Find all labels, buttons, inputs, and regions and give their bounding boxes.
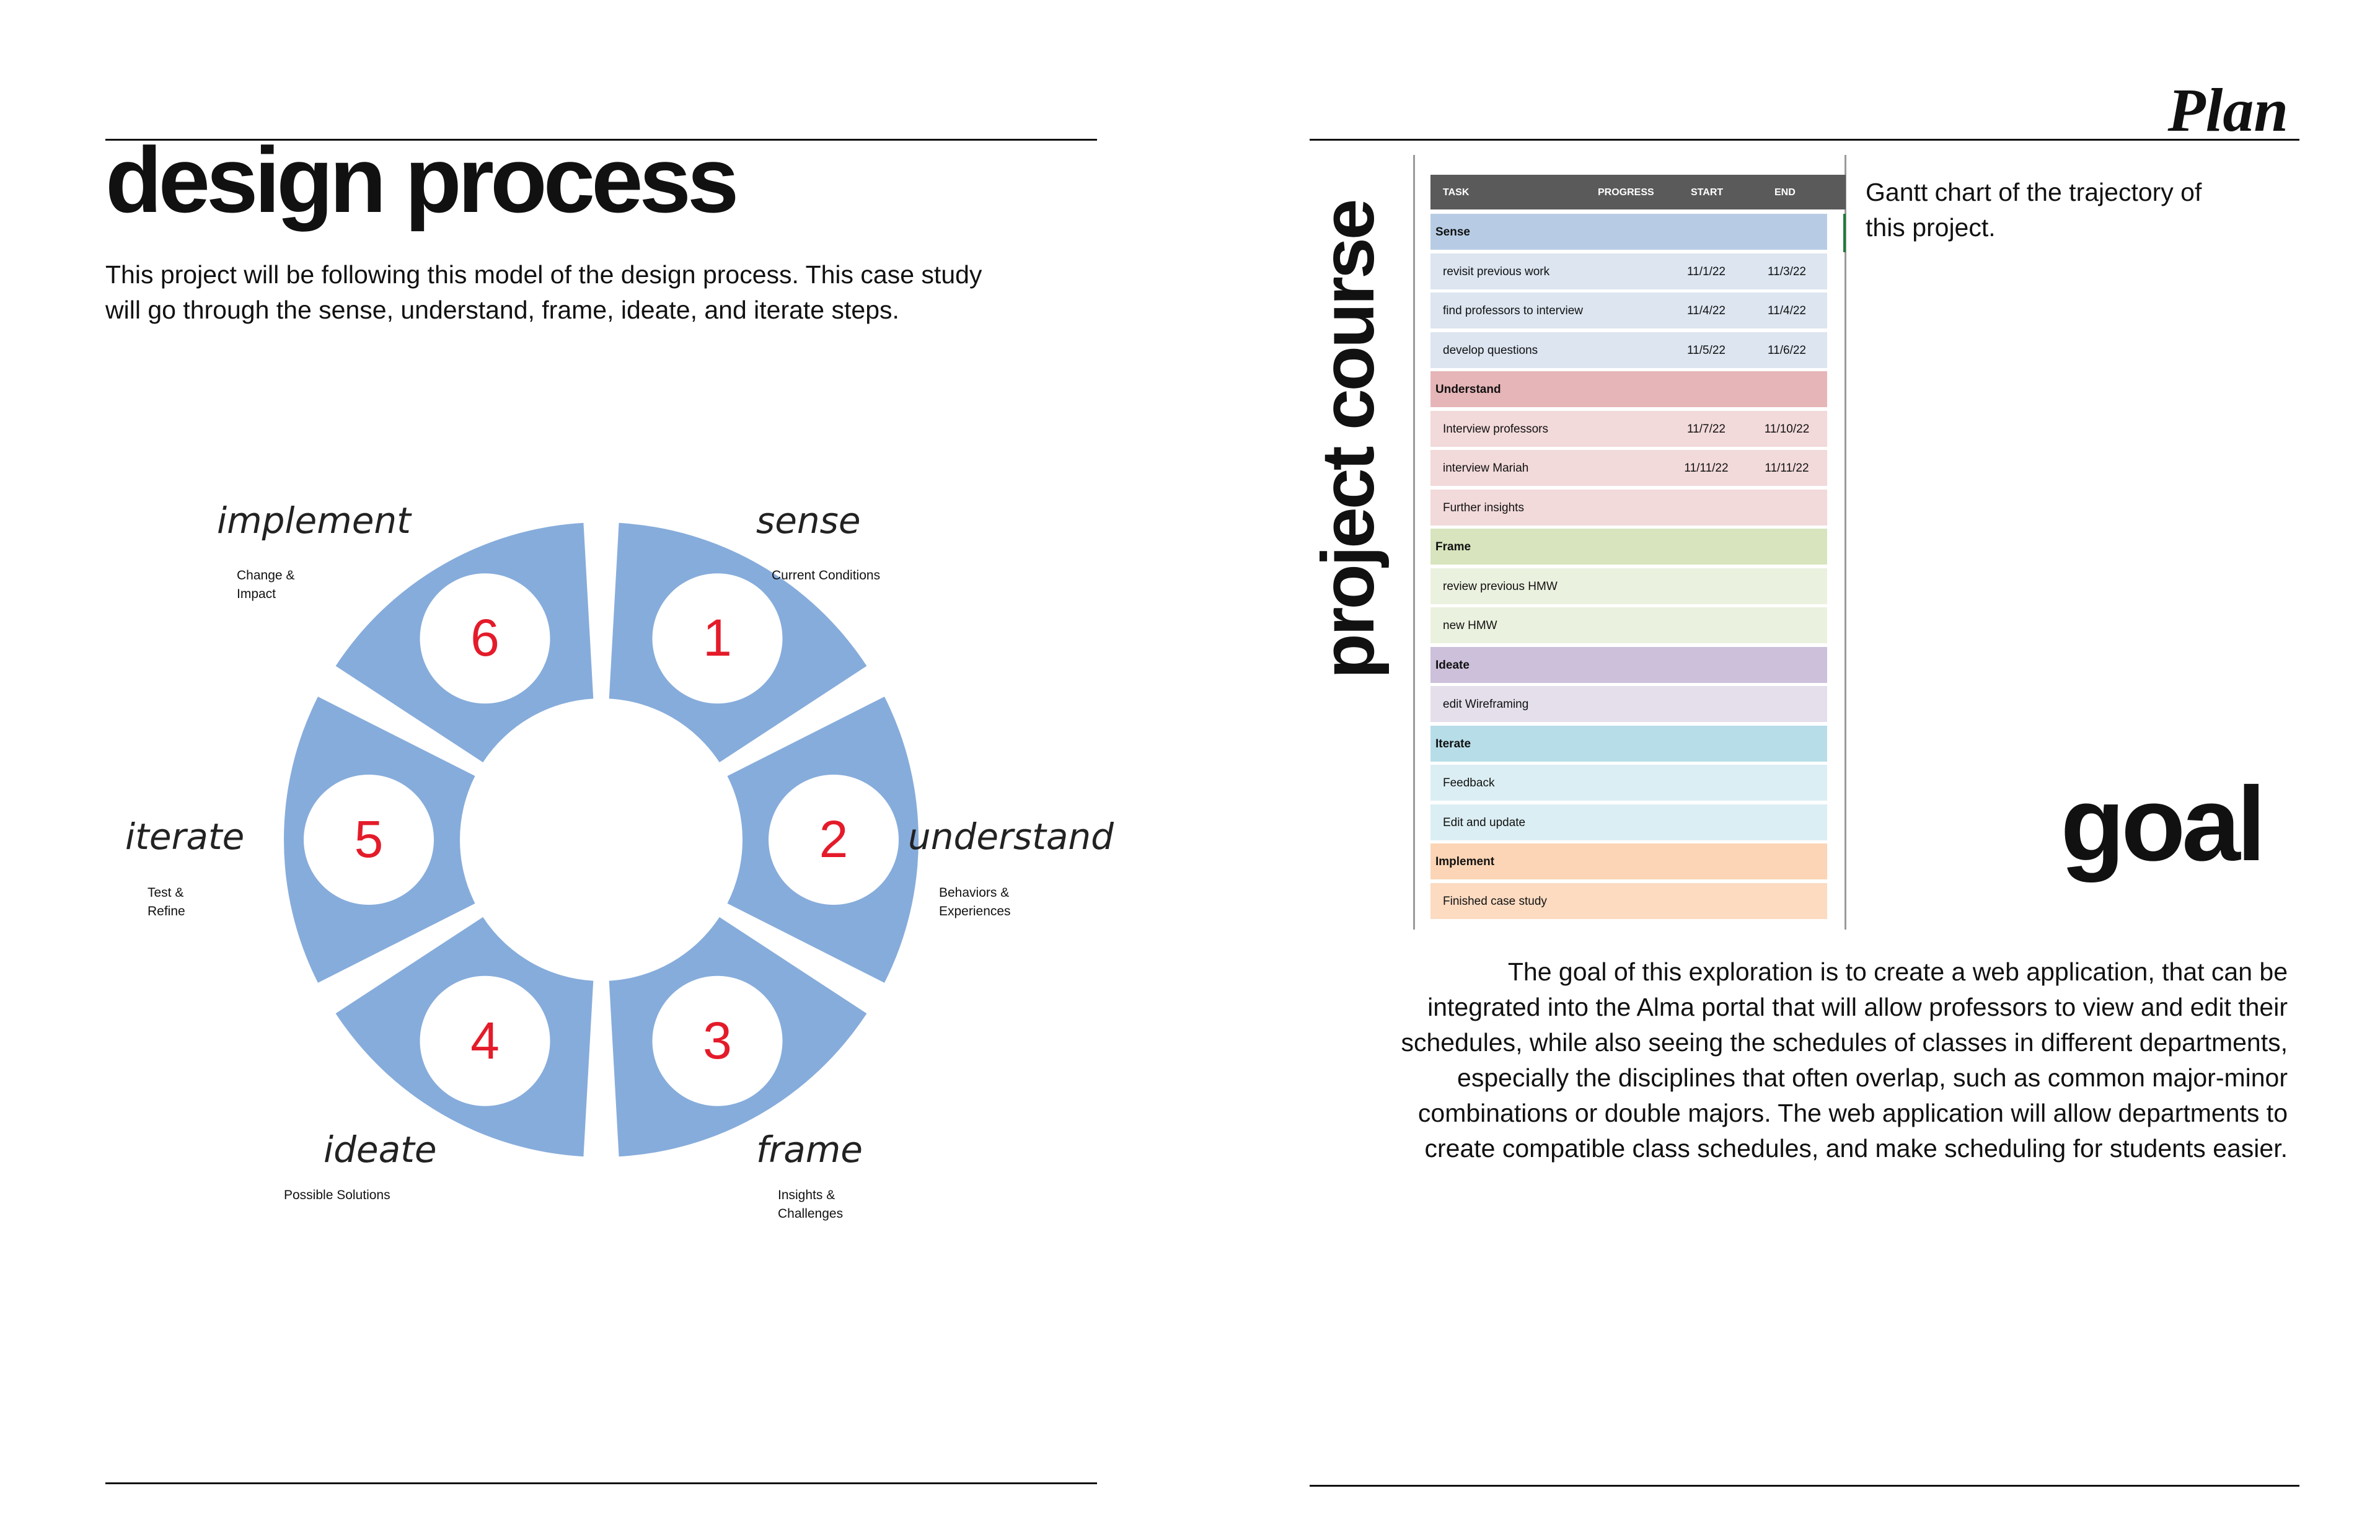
stage-name-understand: understand [908, 816, 1114, 858]
gantt-phase-row [1430, 843, 1827, 879]
gantt-task-name: Finished case study [1443, 894, 1547, 908]
stage-description-understand: Behaviors & [939, 886, 1010, 900]
stage-description-implement: Change & [237, 568, 295, 583]
section-label: Plan [2167, 76, 2288, 144]
stage-description-frame: Challenges [778, 1207, 844, 1221]
step-number-3: 3 [703, 1011, 732, 1070]
stage-description-understand: Experiences [939, 904, 1011, 918]
gantt-task-name: Ideate [1435, 658, 1470, 672]
gantt-start-date: 11/4/22 [1687, 304, 1726, 317]
gantt-end-date: 11/11/22 [1765, 462, 1809, 475]
goal-heading: goal [2060, 765, 2262, 883]
gantt-task-row [1430, 253, 1827, 289]
gantt-task-name: Understand [1435, 383, 1501, 396]
gantt-task-name: interview Mariah [1443, 462, 1529, 475]
stage-description-iterate: Refine [148, 904, 185, 918]
gantt-task-name: revisit previous work [1443, 265, 1550, 278]
top-rule-right [1310, 139, 2299, 141]
stage-description-frame: Insights & [778, 1188, 835, 1202]
gantt-task-row [1430, 804, 1827, 840]
cell-selection-indicator [1843, 214, 1846, 252]
gantt-task-name: Frame [1435, 540, 1471, 553]
gantt-task-row [1430, 765, 1827, 801]
vertical-title-wrap [1305, 146, 1391, 734]
gantt-start-date: 11/1/22 [1687, 265, 1726, 278]
gantt-task-row [1430, 686, 1827, 722]
gantt-end-date: 11/10/22 [1764, 422, 1810, 436]
gantt-phase-row [1430, 371, 1827, 407]
gantt-task-name: Feedback [1443, 777, 1495, 790]
stage-name-sense: sense [756, 499, 861, 542]
stage-name-iterate: iterate [125, 816, 245, 858]
gantt-task-row [1430, 490, 1827, 526]
gantt-task-name: Further insights [1443, 501, 1524, 514]
gantt-task-name: Edit and update [1443, 816, 1526, 829]
step-number-4: 4 [470, 1011, 500, 1070]
step-number-2: 2 [819, 810, 848, 868]
gantt-phase-row [1430, 214, 1827, 250]
gantt-phase-row [1430, 647, 1827, 683]
stage-description-ideate: Possible Solutions [284, 1188, 390, 1202]
gantt-header [1430, 175, 1846, 209]
gantt-task-name: Implement [1435, 855, 1495, 868]
gantt-header-end: END [1774, 187, 1796, 198]
step-number-6: 6 [470, 609, 500, 667]
gantt-end-date: 11/3/22 [1768, 265, 1806, 278]
gantt-task-name: review previous HMW [1443, 579, 1558, 593]
gantt-task-name: Sense [1435, 226, 1470, 239]
goal-paragraph: The goal of this exploration is to create a web application, that can be integrated into the Alma portal that will allow professors to view and edit their schedules, while also seeing the schedules of classes in different departments, especially the disciplines that often overlap, such as common major-minor combinations or double majors. The web application will allow departments to create compatible class schedules, and make scheduling for students easier. [1401, 957, 2288, 1163]
step-number-1: 1 [703, 609, 732, 667]
stage-name-implement: implement [217, 499, 411, 542]
bottom-rule-right [1310, 1485, 2299, 1487]
gantt-end-date: 11/6/22 [1768, 343, 1806, 357]
gantt-header-progress: PROGRESS [1598, 187, 1654, 198]
stage-description-implement: Impact [237, 587, 276, 601]
gantt-start-date: 11/7/22 [1687, 422, 1726, 436]
gantt-task-row [1430, 293, 1827, 328]
gantt-header-task: TASK [1443, 187, 1470, 198]
gantt-start-date: 11/11/22 [1684, 462, 1729, 475]
gantt-task-name: Iterate [1435, 737, 1471, 750]
gantt-task-name: find professors to interview [1443, 304, 1583, 317]
gantt-task-name: edit Wireframing [1443, 698, 1529, 711]
stage-description-sense: Current Conditions [772, 568, 881, 583]
stage-name-ideate: ideate [324, 1129, 437, 1171]
vertical-title: project course [1307, 201, 1390, 679]
gantt-task-row [1430, 411, 1827, 447]
intro-paragraph: This project will be following this model of the design process. This case study will go through the sense, understand, frame, ideate, and iterate steps. [105, 260, 982, 324]
page-title: design process [105, 128, 736, 232]
gantt-task-row [1430, 883, 1827, 919]
gantt-caption: Gantt chart of the trajectory of this project. [1866, 178, 2202, 242]
gantt-task-name: Interview professors [1443, 422, 1549, 436]
gantt-task-name: new HMW [1443, 619, 1497, 632]
gantt-task-row [1430, 332, 1827, 368]
gantt-header-start: START [1691, 187, 1724, 198]
gantt-task-name: develop questions [1443, 343, 1538, 357]
gantt-end-date: 11/4/22 [1768, 304, 1806, 317]
step-number-5: 5 [354, 810, 384, 868]
gantt-frame-right [1844, 155, 1846, 930]
gantt-start-date: 11/5/22 [1687, 343, 1726, 357]
gantt-phase-row [1430, 726, 1827, 762]
gantt-frame-left [1413, 155, 1415, 930]
design-process-cycle [93, 483, 1116, 1258]
stage-description-iterate: Test & [148, 886, 184, 900]
stage-name-frame: frame [756, 1129, 863, 1171]
gantt-task-row [1430, 450, 1827, 486]
gantt-task-row [1430, 568, 1827, 604]
gantt-task-row [1430, 607, 1827, 643]
bottom-rule-left [105, 1482, 1097, 1484]
gantt-phase-row [1430, 529, 1827, 565]
